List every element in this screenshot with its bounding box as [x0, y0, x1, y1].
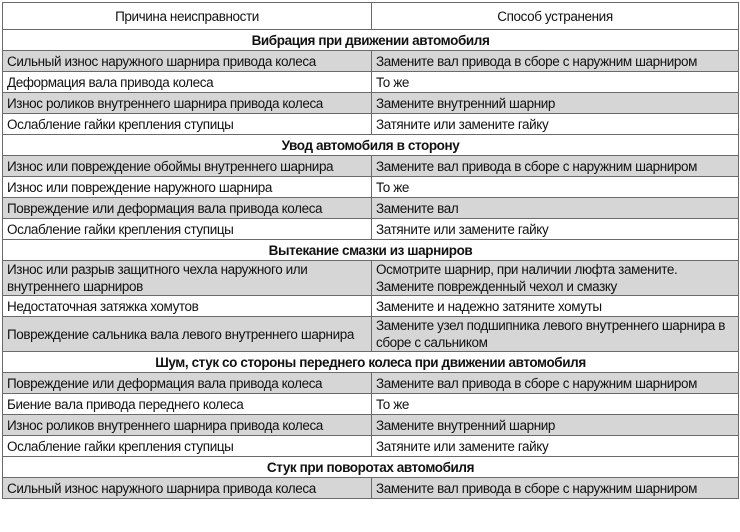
table-row: [3, 219, 739, 240]
fix-cell: Затяните или замените гайку: [372, 436, 739, 457]
section-header: [3, 240, 739, 261]
table-row: [3, 156, 739, 177]
cause-cell: Сильный износ наружного шарнира привода колеса: [3, 478, 372, 499]
fix-cell: То же: [372, 177, 739, 198]
cause-cell: Биение вала привода переднего колеса: [3, 394, 372, 415]
fix-cell: Осмотрите шарнир, при наличии люфта замените. Замените поврежденный чехол и смазку: [372, 261, 739, 296]
fix-cell: Замените вал: [372, 198, 739, 219]
section-title: Стук при поворотах автомобиля: [3, 457, 739, 478]
header-cause: Причина неисправности: [3, 3, 372, 30]
section-title: Увод автомобиля в сторону: [3, 135, 739, 156]
table-row: [3, 436, 739, 457]
table-row: [3, 478, 739, 499]
cause-cell: Ослабление гайки крепления ступицы: [3, 436, 372, 457]
cause-cell: Износ или разрыв защитного чехла наружного или внутреннего шарниров: [3, 261, 372, 296]
section-header: [3, 30, 739, 51]
table-row: [3, 177, 739, 198]
table-row: [3, 93, 739, 114]
cause-cell: Износ роликов внутреннего шарнира привода колеса: [3, 415, 372, 436]
cause-cell: Повреждение или деформация вала привода колеса: [3, 198, 372, 219]
troubleshooting-table: [2, 2, 739, 499]
fix-cell: Затяните или замените гайку: [372, 219, 739, 240]
fix-cell: Замените узел подшипника левого внутреннего шарнира в сборе с сальником: [372, 317, 739, 352]
table-row: [3, 317, 739, 352]
section-title: Вибрация при движении автомобиля: [3, 30, 739, 51]
section-header: [3, 135, 739, 156]
table-row: [3, 415, 739, 436]
cause-cell: Ослабление гайки крепления ступицы: [3, 114, 372, 135]
cause-cell: Износ или повреждение обоймы внутреннего шарнира: [3, 156, 372, 177]
section-header: [3, 457, 739, 478]
header-fix: Способ устранения: [372, 3, 739, 30]
cause-cell: Износ роликов внутреннего шарнира привода колеса: [3, 93, 372, 114]
cause-cell: Сильный износ наружного шарнира привода колеса: [3, 51, 372, 72]
cause-cell: Износ или повреждение наружного шарнира: [3, 177, 372, 198]
section-title: Шум, стук со стороны переднего колеса при движении автомобиля: [3, 352, 739, 373]
cause-cell: Ослабление гайки крепления ступицы: [3, 219, 372, 240]
table-row: [3, 114, 739, 135]
table-row: [3, 261, 739, 296]
fix-cell: Затяните или замените гайку: [372, 114, 739, 135]
fix-cell: Замените вал привода в сборе с наружним шарниром: [372, 373, 739, 394]
fix-cell: Замените внутренний шарнир: [372, 415, 739, 436]
header-row: [3, 3, 739, 30]
cause-cell: Повреждение сальника вала левого внутреннего шарнира: [3, 317, 372, 352]
cause-cell: Деформация вала привода колеса: [3, 72, 372, 93]
fix-cell: Замените и надежно затяните хомуты: [372, 296, 739, 317]
section-header: [3, 352, 739, 373]
fix-cell: Замените вал привода в сборе с наружним шарниром: [372, 51, 739, 72]
table-row: [3, 394, 739, 415]
fix-cell: Замените внутренний шарнир: [372, 93, 739, 114]
cause-cell: Повреждение или деформация вала привода колеса: [3, 373, 372, 394]
table-row: [3, 198, 739, 219]
table-row: [3, 51, 739, 72]
fix-cell: То же: [372, 394, 739, 415]
fix-cell: Замените вал привода в сборе с наружним шарниром: [372, 156, 739, 177]
cause-cell: Недостаточная затяжка хомутов: [3, 296, 372, 317]
table-row: [3, 296, 739, 317]
table-row: [3, 72, 739, 93]
fix-cell: То же: [372, 72, 739, 93]
section-title: Вытекание смазки из шарниров: [3, 240, 739, 261]
table-row: [3, 373, 739, 394]
fix-cell: Замените вал привода в сборе с наружним шарниром: [372, 478, 739, 499]
